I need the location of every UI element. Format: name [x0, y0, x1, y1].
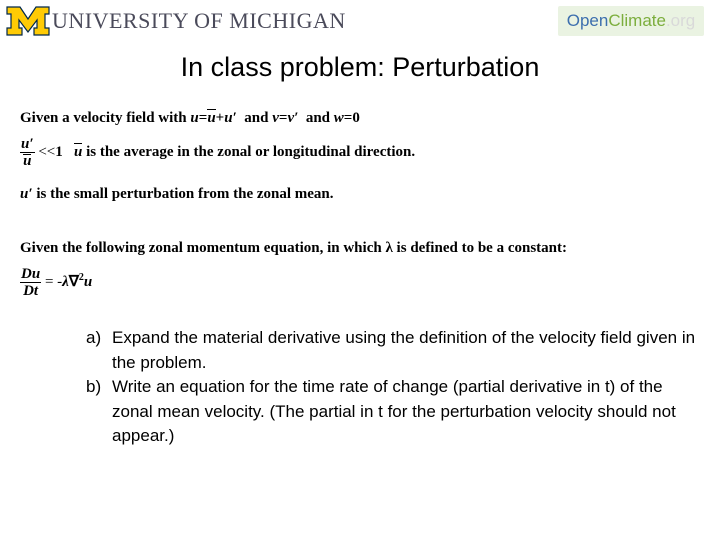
question-label: a): [86, 328, 102, 347]
question-text: Write an equation for the time rate of change (partial derivative in t) of the zonal mean velocity. (The partial in t for the perturbation velocity should not appear.): [112, 377, 676, 445]
problem-line-1: [20, 108, 360, 128]
question-label: b): [86, 377, 102, 396]
openclimate-logo: [558, 6, 704, 36]
problem-line-4: [20, 238, 567, 258]
question-a: [86, 326, 696, 375]
question-text: Expand the material derivative using the definition of the velocity field given in the problem.: [112, 328, 696, 372]
problem-line-2-text: is the average in the zonal or longitudinal direction.: [86, 143, 416, 160]
openclimate-logo-climate: Climate: [608, 11, 666, 30]
question-b: [86, 375, 696, 449]
velocity-field-equation: u=u+u′ and v=v′ and w=0: [190, 110, 360, 126]
slide-title: In class problem: Perturbation: [180, 52, 540, 82]
block-m-icon: [6, 5, 50, 37]
university-name: UNIVERSITY OF MICHIGAN: [52, 8, 346, 33]
problem-line-1-prefix: Given a velocity field with: [20, 110, 187, 126]
university-of-michigan-logo: [6, 4, 346, 38]
problem-line-2: $\frac{u'}{u}$ <<1 u is the average in the zonal or longitudinal direction.: [21, 136, 416, 169]
perturbation-ratio: $\frac{u'}{u}$: [21, 136, 34, 169]
problem-line-3: u′ is the small perturbation from the zonal mean.: [20, 186, 334, 202]
openclimate-logo-org: .org: [665, 11, 696, 30]
problem-line-3-text: is the small perturbation from the zonal mean.: [36, 186, 334, 202]
openclimate-logo-open: Open: [566, 11, 609, 30]
questions-list: [86, 326, 696, 449]
momentum-equation: $\frac{Du}{Dt}$ = -λ∇$^2$u: [21, 266, 93, 299]
problem-line-4-text: Given the following zonal momentum equation, in which λ is defined to be a constant:: [20, 240, 567, 256]
